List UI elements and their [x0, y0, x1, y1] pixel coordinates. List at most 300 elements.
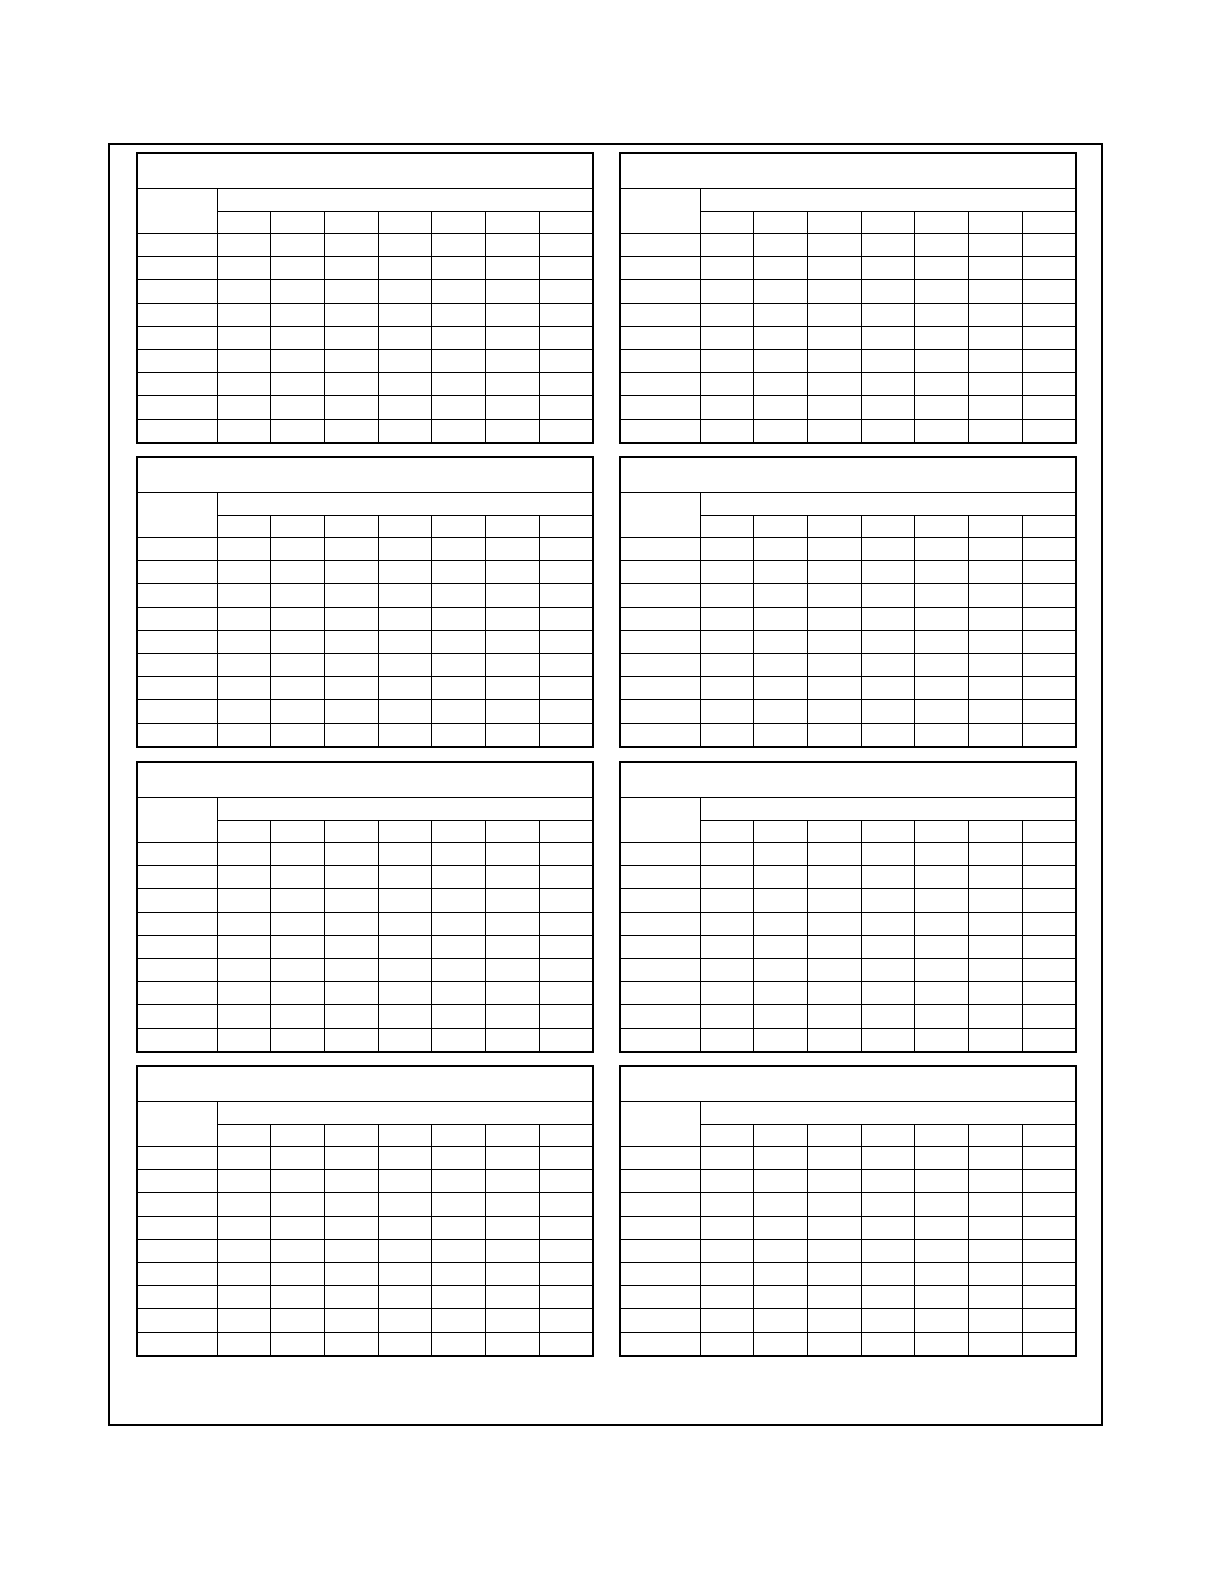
data-cell[interactable] — [861, 1146, 915, 1169]
row-label-cell[interactable] — [137, 630, 217, 653]
data-cell[interactable] — [968, 1309, 1022, 1332]
data-cell[interactable] — [217, 1028, 271, 1052]
data-cell[interactable] — [700, 1286, 754, 1309]
data-cell[interactable] — [378, 958, 432, 981]
data-cell[interactable] — [432, 1262, 486, 1285]
data-cell[interactable] — [378, 607, 432, 630]
data-cell[interactable] — [378, 303, 432, 326]
data-cell[interactable] — [700, 396, 754, 419]
data-cell[interactable] — [217, 677, 271, 700]
data-cell[interactable] — [861, 935, 915, 958]
row-label-cell[interactable] — [137, 982, 217, 1005]
data-cell[interactable] — [432, 584, 486, 607]
row-label-cell[interactable] — [137, 866, 217, 889]
data-cell[interactable] — [754, 677, 808, 700]
column-header-cell[interactable] — [861, 515, 915, 537]
data-cell[interactable] — [968, 1193, 1022, 1216]
data-cell[interactable] — [378, 257, 432, 280]
data-cell[interactable] — [378, 866, 432, 889]
data-cell[interactable] — [807, 607, 861, 630]
data-cell[interactable] — [861, 373, 915, 396]
column-header-cell[interactable] — [378, 211, 432, 233]
table-title-cell[interactable] — [137, 1066, 593, 1102]
data-cell[interactable] — [485, 653, 539, 676]
data-cell[interactable] — [861, 561, 915, 584]
row-header-cell[interactable] — [620, 1102, 700, 1146]
data-cell[interactable] — [1022, 866, 1076, 889]
data-cell[interactable] — [754, 349, 808, 372]
data-cell[interactable] — [539, 607, 593, 630]
data-cell[interactable] — [1022, 677, 1076, 700]
data-cell[interactable] — [271, 1332, 325, 1356]
data-cell[interactable] — [539, 723, 593, 747]
row-label-cell[interactable] — [620, 349, 700, 372]
column-header-cell[interactable] — [700, 820, 754, 842]
data-cell[interactable] — [539, 326, 593, 349]
data-cell[interactable] — [968, 866, 1022, 889]
data-cell[interactable] — [915, 396, 969, 419]
row-header-cell[interactable] — [137, 493, 217, 537]
data-cell[interactable] — [432, 842, 486, 865]
data-cell[interactable] — [324, 677, 378, 700]
data-cell[interactable] — [485, 700, 539, 723]
data-cell[interactable] — [217, 958, 271, 981]
data-cell[interactable] — [271, 396, 325, 419]
data-cell[interactable] — [807, 584, 861, 607]
data-cell[interactable] — [539, 584, 593, 607]
column-header-cell[interactable] — [485, 820, 539, 842]
data-cell[interactable] — [861, 280, 915, 303]
data-cell[interactable] — [217, 373, 271, 396]
data-cell[interactable] — [754, 982, 808, 1005]
data-cell[interactable] — [1022, 280, 1076, 303]
data-cell[interactable] — [861, 723, 915, 747]
row-header-cell[interactable] — [137, 798, 217, 842]
data-cell[interactable] — [432, 303, 486, 326]
data-cell[interactable] — [378, 889, 432, 912]
data-cell[interactable] — [754, 257, 808, 280]
data-cell[interactable] — [700, 326, 754, 349]
row-header-cell[interactable] — [137, 1102, 217, 1146]
data-cell[interactable] — [324, 700, 378, 723]
data-cell[interactable] — [485, 561, 539, 584]
data-cell[interactable] — [754, 396, 808, 419]
data-cell[interactable] — [1022, 349, 1076, 372]
data-cell[interactable] — [807, 889, 861, 912]
column-header-cell[interactable] — [378, 1124, 432, 1146]
data-cell[interactable] — [700, 1262, 754, 1285]
data-cell[interactable] — [271, 866, 325, 889]
row-label-cell[interactable] — [620, 653, 700, 676]
data-cell[interactable] — [485, 303, 539, 326]
data-cell[interactable] — [271, 1170, 325, 1193]
row-header-cell[interactable] — [620, 493, 700, 537]
data-cell[interactable] — [485, 419, 539, 443]
data-cell[interactable] — [324, 349, 378, 372]
data-cell[interactable] — [539, 912, 593, 935]
column-header-cell[interactable] — [1022, 515, 1076, 537]
data-cell[interactable] — [324, 537, 378, 560]
data-cell[interactable] — [217, 1332, 271, 1356]
row-label-cell[interactable] — [620, 1028, 700, 1052]
column-header-cell[interactable] — [432, 820, 486, 842]
data-cell[interactable] — [754, 1286, 808, 1309]
data-cell[interactable] — [485, 958, 539, 981]
data-cell[interactable] — [324, 607, 378, 630]
data-cell[interactable] — [539, 396, 593, 419]
data-cell[interactable] — [968, 842, 1022, 865]
data-cell[interactable] — [485, 233, 539, 256]
data-cell[interactable] — [968, 1170, 1022, 1193]
row-label-cell[interactable] — [620, 842, 700, 865]
data-cell[interactable] — [324, 1262, 378, 1285]
data-cell[interactable] — [1022, 257, 1076, 280]
column-header-cell[interactable] — [324, 1124, 378, 1146]
data-cell[interactable] — [539, 866, 593, 889]
column-header-cell[interactable] — [324, 211, 378, 233]
row-label-cell[interactable] — [137, 1332, 217, 1356]
data-cell[interactable] — [807, 723, 861, 747]
table-title-cell[interactable] — [620, 457, 1076, 493]
data-cell[interactable] — [1022, 1216, 1076, 1239]
data-cell[interactable] — [1022, 537, 1076, 560]
column-header-cell[interactable] — [539, 515, 593, 537]
data-cell[interactable] — [378, 280, 432, 303]
data-cell[interactable] — [378, 233, 432, 256]
data-cell[interactable] — [271, 1146, 325, 1169]
data-cell[interactable] — [915, 1262, 969, 1285]
data-cell[interactable] — [915, 958, 969, 981]
column-header-cell[interactable] — [1022, 211, 1076, 233]
data-cell[interactable] — [861, 630, 915, 653]
data-cell[interactable] — [271, 373, 325, 396]
data-cell[interactable] — [915, 233, 969, 256]
table-title-cell[interactable] — [137, 457, 593, 493]
row-label-cell[interactable] — [137, 280, 217, 303]
data-cell[interactable] — [700, 373, 754, 396]
column-header-cell[interactable] — [968, 820, 1022, 842]
data-cell[interactable] — [1022, 607, 1076, 630]
data-cell[interactable] — [968, 280, 1022, 303]
column-header-cell[interactable] — [485, 515, 539, 537]
column-header-cell[interactable] — [485, 211, 539, 233]
data-cell[interactable] — [754, 419, 808, 443]
row-label-cell[interactable] — [620, 958, 700, 981]
data-cell[interactable] — [1022, 326, 1076, 349]
row-label-cell[interactable] — [620, 700, 700, 723]
data-cell[interactable] — [915, 1286, 969, 1309]
data-cell[interactable] — [1022, 630, 1076, 653]
data-cell[interactable] — [968, 723, 1022, 747]
data-cell[interactable] — [915, 630, 969, 653]
data-cell[interactable] — [861, 677, 915, 700]
column-header-cell[interactable] — [861, 820, 915, 842]
row-label-cell[interactable] — [137, 935, 217, 958]
data-cell[interactable] — [539, 1146, 593, 1169]
data-cell[interactable] — [271, 982, 325, 1005]
data-cell[interactable] — [378, 326, 432, 349]
row-label-cell[interactable] — [137, 233, 217, 256]
data-cell[interactable] — [217, 303, 271, 326]
data-cell[interactable] — [1022, 912, 1076, 935]
data-cell[interactable] — [324, 723, 378, 747]
data-cell[interactable] — [485, 982, 539, 1005]
data-cell[interactable] — [700, 889, 754, 912]
data-cell[interactable] — [271, 584, 325, 607]
column-header-cell[interactable] — [539, 1124, 593, 1146]
data-cell[interactable] — [324, 233, 378, 256]
data-cell[interactable] — [700, 1332, 754, 1356]
table-title-cell[interactable] — [137, 762, 593, 798]
data-cell[interactable] — [807, 958, 861, 981]
data-cell[interactable] — [539, 561, 593, 584]
data-cell[interactable] — [968, 958, 1022, 981]
data-cell[interactable] — [378, 561, 432, 584]
data-cell[interactable] — [539, 1262, 593, 1285]
data-cell[interactable] — [217, 1170, 271, 1193]
data-cell[interactable] — [378, 1028, 432, 1052]
data-cell[interactable] — [324, 1216, 378, 1239]
data-cell[interactable] — [1022, 373, 1076, 396]
data-cell[interactable] — [754, 373, 808, 396]
column-header-cell[interactable] — [217, 820, 271, 842]
data-cell[interactable] — [432, 257, 486, 280]
data-cell[interactable] — [861, 1028, 915, 1052]
data-cell[interactable] — [861, 1309, 915, 1332]
column-header-cell[interactable] — [754, 820, 808, 842]
data-cell[interactable] — [807, 373, 861, 396]
column-header-cell[interactable] — [968, 1124, 1022, 1146]
column-header-cell[interactable] — [432, 1124, 486, 1146]
data-cell[interactable] — [754, 866, 808, 889]
data-cell[interactable] — [485, 373, 539, 396]
group-header-cell[interactable] — [700, 493, 1076, 515]
data-cell[interactable] — [324, 912, 378, 935]
data-cell[interactable] — [324, 1239, 378, 1262]
row-label-cell[interactable] — [137, 326, 217, 349]
data-cell[interactable] — [271, 419, 325, 443]
data-cell[interactable] — [432, 630, 486, 653]
data-cell[interactable] — [217, 396, 271, 419]
data-cell[interactable] — [915, 303, 969, 326]
row-label-cell[interactable] — [137, 1286, 217, 1309]
group-header-cell[interactable] — [217, 189, 593, 211]
data-cell[interactable] — [271, 842, 325, 865]
data-cell[interactable] — [700, 842, 754, 865]
column-header-cell[interactable] — [271, 211, 325, 233]
data-cell[interactable] — [968, 1286, 1022, 1309]
data-cell[interactable] — [217, 1286, 271, 1309]
data-cell[interactable] — [1022, 561, 1076, 584]
column-header-cell[interactable] — [915, 1124, 969, 1146]
column-header-cell[interactable] — [807, 820, 861, 842]
data-cell[interactable] — [968, 607, 1022, 630]
data-cell[interactable] — [700, 653, 754, 676]
table-title-cell[interactable] — [137, 153, 593, 189]
data-cell[interactable] — [432, 935, 486, 958]
column-header-cell[interactable] — [915, 515, 969, 537]
data-cell[interactable] — [432, 700, 486, 723]
data-cell[interactable] — [861, 866, 915, 889]
data-cell[interactable] — [539, 1170, 593, 1193]
data-cell[interactable] — [700, 561, 754, 584]
data-cell[interactable] — [539, 349, 593, 372]
data-cell[interactable] — [432, 912, 486, 935]
column-header-cell[interactable] — [432, 211, 486, 233]
data-cell[interactable] — [432, 373, 486, 396]
data-cell[interactable] — [217, 584, 271, 607]
row-label-cell[interactable] — [137, 257, 217, 280]
data-cell[interactable] — [968, 349, 1022, 372]
row-label-cell[interactable] — [137, 1239, 217, 1262]
data-cell[interactable] — [217, 889, 271, 912]
data-cell[interactable] — [485, 723, 539, 747]
data-cell[interactable] — [754, 584, 808, 607]
data-cell[interactable] — [271, 653, 325, 676]
row-label-cell[interactable] — [137, 561, 217, 584]
data-cell[interactable] — [915, 607, 969, 630]
data-cell[interactable] — [432, 419, 486, 443]
data-cell[interactable] — [378, 1286, 432, 1309]
row-label-cell[interactable] — [137, 1216, 217, 1239]
data-cell[interactable] — [217, 1239, 271, 1262]
row-label-cell[interactable] — [137, 584, 217, 607]
data-cell[interactable] — [968, 1216, 1022, 1239]
column-header-cell[interactable] — [915, 211, 969, 233]
data-cell[interactable] — [217, 280, 271, 303]
data-cell[interactable] — [807, 912, 861, 935]
data-cell[interactable] — [754, 326, 808, 349]
row-label-cell[interactable] — [620, 396, 700, 419]
data-cell[interactable] — [968, 373, 1022, 396]
data-cell[interactable] — [861, 326, 915, 349]
data-cell[interactable] — [324, 1193, 378, 1216]
data-cell[interactable] — [324, 584, 378, 607]
data-cell[interactable] — [217, 537, 271, 560]
data-cell[interactable] — [485, 607, 539, 630]
row-label-cell[interactable] — [620, 982, 700, 1005]
data-cell[interactable] — [485, 842, 539, 865]
column-header-cell[interactable] — [700, 211, 754, 233]
data-cell[interactable] — [807, 257, 861, 280]
data-cell[interactable] — [1022, 889, 1076, 912]
data-cell[interactable] — [324, 326, 378, 349]
data-cell[interactable] — [968, 1028, 1022, 1052]
data-cell[interactable] — [378, 700, 432, 723]
column-header-cell[interactable] — [217, 211, 271, 233]
data-cell[interactable] — [1022, 1170, 1076, 1193]
data-cell[interactable] — [485, 584, 539, 607]
data-cell[interactable] — [754, 537, 808, 560]
data-cell[interactable] — [539, 257, 593, 280]
column-header-cell[interactable] — [915, 820, 969, 842]
column-header-cell[interactable] — [539, 211, 593, 233]
data-cell[interactable] — [754, 1193, 808, 1216]
data-cell[interactable] — [271, 607, 325, 630]
row-label-cell[interactable] — [137, 723, 217, 747]
data-cell[interactable] — [968, 257, 1022, 280]
data-cell[interactable] — [539, 700, 593, 723]
data-cell[interactable] — [1022, 935, 1076, 958]
data-cell[interactable] — [378, 1005, 432, 1028]
column-header-cell[interactable] — [1022, 1124, 1076, 1146]
column-header-cell[interactable] — [217, 515, 271, 537]
data-cell[interactable] — [324, 1170, 378, 1193]
data-cell[interactable] — [539, 373, 593, 396]
data-cell[interactable] — [539, 1309, 593, 1332]
column-header-cell[interactable] — [324, 820, 378, 842]
data-cell[interactable] — [807, 326, 861, 349]
row-header-cell[interactable] — [620, 189, 700, 233]
data-cell[interactable] — [539, 1286, 593, 1309]
data-cell[interactable] — [700, 1216, 754, 1239]
data-cell[interactable] — [539, 1028, 593, 1052]
row-label-cell[interactable] — [137, 1170, 217, 1193]
data-cell[interactable] — [378, 982, 432, 1005]
data-cell[interactable] — [861, 233, 915, 256]
data-cell[interactable] — [432, 982, 486, 1005]
group-header-cell[interactable] — [700, 1102, 1076, 1124]
row-label-cell[interactable] — [620, 257, 700, 280]
data-cell[interactable] — [539, 1005, 593, 1028]
data-cell[interactable] — [915, 1239, 969, 1262]
data-cell[interactable] — [861, 1262, 915, 1285]
data-cell[interactable] — [217, 982, 271, 1005]
column-header-cell[interactable] — [968, 515, 1022, 537]
data-cell[interactable] — [271, 326, 325, 349]
row-label-cell[interactable] — [620, 935, 700, 958]
data-cell[interactable] — [324, 1005, 378, 1028]
data-cell[interactable] — [432, 1286, 486, 1309]
data-cell[interactable] — [807, 866, 861, 889]
data-cell[interactable] — [432, 326, 486, 349]
data-cell[interactable] — [700, 1193, 754, 1216]
data-cell[interactable] — [807, 396, 861, 419]
data-cell[interactable] — [378, 419, 432, 443]
data-cell[interactable] — [324, 1146, 378, 1169]
data-cell[interactable] — [324, 257, 378, 280]
data-cell[interactable] — [754, 842, 808, 865]
data-cell[interactable] — [861, 1193, 915, 1216]
data-cell[interactable] — [807, 1286, 861, 1309]
row-label-cell[interactable] — [137, 700, 217, 723]
data-cell[interactable] — [807, 1309, 861, 1332]
data-cell[interactable] — [861, 982, 915, 1005]
data-cell[interactable] — [324, 866, 378, 889]
data-cell[interactable] — [539, 677, 593, 700]
data-cell[interactable] — [807, 1193, 861, 1216]
data-cell[interactable] — [754, 1309, 808, 1332]
data-cell[interactable] — [754, 630, 808, 653]
data-cell[interactable] — [915, 280, 969, 303]
data-cell[interactable] — [217, 257, 271, 280]
row-label-cell[interactable] — [620, 537, 700, 560]
data-cell[interactable] — [807, 1028, 861, 1052]
column-header-cell[interactable] — [271, 515, 325, 537]
data-cell[interactable] — [217, 866, 271, 889]
data-cell[interactable] — [915, 1193, 969, 1216]
row-label-cell[interactable] — [137, 1309, 217, 1332]
data-cell[interactable] — [915, 700, 969, 723]
data-cell[interactable] — [378, 912, 432, 935]
data-cell[interactable] — [915, 889, 969, 912]
data-cell[interactable] — [915, 935, 969, 958]
data-cell[interactable] — [700, 630, 754, 653]
data-cell[interactable] — [807, 700, 861, 723]
data-cell[interactable] — [324, 935, 378, 958]
data-cell[interactable] — [485, 1286, 539, 1309]
data-cell[interactable] — [754, 935, 808, 958]
